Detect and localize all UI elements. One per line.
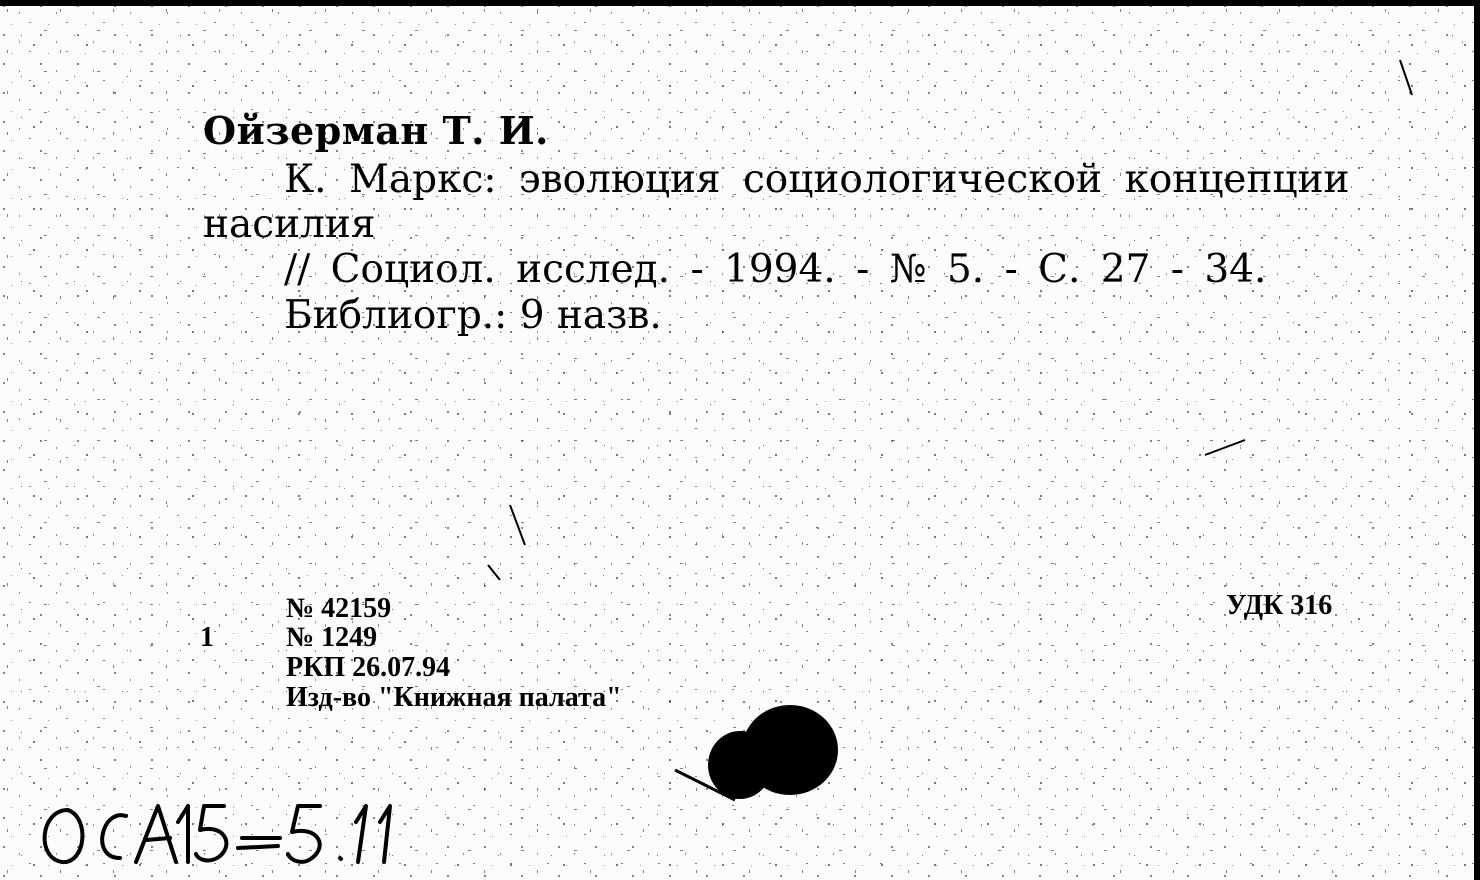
source-citation: // Социол. исслед. - 1994. - № 5. - С. 27 - 34.: [284, 247, 1267, 292]
publisher-line: Изд-во "Книжная палата": [286, 682, 622, 713]
card-top-edge: [0, 0, 1480, 6]
catalog-number-2: № 1249: [286, 622, 378, 653]
ink-blot: [690, 700, 860, 810]
catalog-number-1: № 42159: [286, 593, 392, 624]
work-title-line-2: насилия: [203, 202, 376, 247]
handwritten-code: [28, 788, 418, 872]
bibliography-note: Библиогр.: 9 назв.: [284, 293, 662, 338]
card-right-edge: [1474, 0, 1480, 880]
udk-code: УДК 316: [1226, 590, 1333, 621]
copy-count: 1: [200, 622, 214, 653]
author-name: Ойзерман Т. И.: [203, 108, 549, 153]
rkp-date: РКП 26.07.94: [286, 652, 451, 683]
work-title-line-1: К. Маркс: эволюция социологической концепции: [284, 157, 1350, 202]
